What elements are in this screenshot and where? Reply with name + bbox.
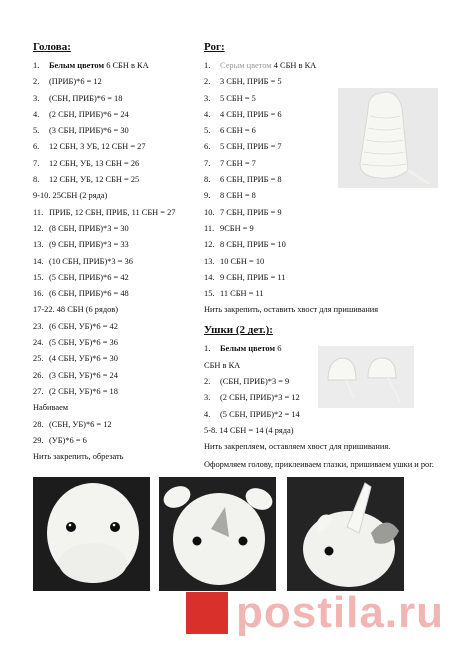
head-row: [33, 76, 198, 87]
horn-row-number: 12.: [204, 240, 215, 250]
head-row-number: 29.: [33, 435, 44, 445]
horn-row-number: 7.: [204, 158, 211, 168]
head-row-number: 16.: [33, 289, 44, 299]
head-photo-with-ears-horn: [159, 477, 276, 591]
head-row-number: 2.: [33, 77, 40, 87]
head-stuffing-note: Набиваем: [33, 403, 69, 413]
horn-finish-note: Нить закрепить, оставить хвост для пришивания: [204, 305, 379, 315]
horn-row: [204, 256, 456, 267]
ears-row-text: (СБН, ПРИБ)*3 = 9: [220, 377, 290, 387]
head-photo-side: [287, 477, 404, 591]
head-row-text: (6 СБН, ПРИБ)*6 = 48: [49, 289, 129, 299]
horn-row-number: 5.: [204, 126, 211, 136]
head-row-number: 6.: [33, 142, 40, 152]
ears-row: [204, 409, 456, 420]
head-row: [33, 93, 198, 104]
head-row: [33, 141, 198, 152]
horn-row-number: 8.: [204, 175, 211, 185]
head-row: [33, 223, 198, 234]
head-row-number: 8.: [33, 175, 40, 185]
head-row: [33, 370, 198, 381]
head-row-number: 14.: [33, 256, 44, 266]
head-row-number: 26.: [33, 370, 44, 380]
head-row: [33, 386, 198, 397]
horn-row: 1. Серым цветом 4 СБН в КА: [204, 61, 317, 70]
horn-row: [204, 239, 456, 250]
head-row-text: (10 СБН, ПРИБ)*3 = 36: [49, 256, 133, 266]
head-row-text: 12 СБН, 3 УБ, 12 СБН = 27: [49, 142, 146, 152]
horn-row: [204, 207, 456, 218]
ears-row-text: (5 СБН, ПРИБ)*2 = 14: [220, 409, 300, 419]
horn-row: [204, 76, 456, 87]
horn-title: Рог:: [204, 41, 225, 53]
head-row: [33, 321, 198, 332]
head-row: [33, 256, 198, 267]
head-row-text: (3 СБН, ПРИБ)*6 = 30: [49, 126, 129, 136]
head-row-number: 24.: [33, 338, 44, 348]
horn-row-text: 6 СБН = 6: [220, 126, 256, 136]
horn-row-text: 7 СБН = 7: [220, 158, 256, 168]
ears-photo: [318, 346, 414, 408]
horn-row-text: 3 СБН, ПРИБ = 5: [220, 77, 282, 87]
head-row-text: (СБН, УБ)*6 = 12: [49, 419, 112, 429]
head-row-text: (УБ)*6 = 6: [49, 435, 87, 445]
head-row-text: (5 СБН, УБ)*6 = 36: [49, 338, 118, 348]
watermark-text: postila.ru: [236, 588, 445, 637]
head-row: [33, 288, 198, 299]
horn-row-number: 4.: [204, 109, 211, 119]
head-row-number: 4.: [33, 109, 40, 119]
horn-row-text: 9 СБН, ПРИБ = 11: [220, 272, 286, 282]
head-row: [33, 60, 198, 71]
horn-row-number: 15.: [204, 289, 215, 299]
horn-row-text: 8 СБН = 8: [220, 191, 256, 201]
horn-row-number: 9.: [204, 191, 211, 201]
horn-row-number: 6.: [204, 142, 211, 152]
head-row-text: (2 СБН, ПРИБ)*6 = 24: [49, 109, 129, 119]
head-row: [33, 125, 198, 136]
ears-row-number: 2.: [204, 377, 211, 387]
head-row-text: (3 СБН, УБ)*6 = 24: [49, 370, 118, 380]
horn-row-number: 13.: [204, 256, 215, 266]
horn-row-text: 5 СБН, ПРИБ = 7: [220, 142, 282, 152]
ears-rows-5-8: 5-8. 14 СБН = 14 (4 ряда): [204, 425, 294, 435]
horn-row-text: 11 СБН = 11: [220, 289, 264, 299]
assembly-note: Оформляем голову, приклеиваем глазки, пришиваем ушки и рог.: [204, 459, 434, 469]
watermark-box-icon: [186, 592, 228, 634]
head-row: [33, 337, 198, 348]
head-row: [33, 239, 198, 250]
head-row-text: (2 СБН, УБ)*6 = 18: [49, 386, 118, 396]
head-row-text: (6 СБН, УБ)*6 = 42: [49, 321, 118, 331]
horn-row-number: 11.: [204, 223, 215, 233]
horn-row: [204, 288, 456, 299]
ears-row-number: 3.: [204, 393, 211, 403]
horn-row-text: 6 СБН, ПРИБ = 8: [220, 175, 282, 185]
head-row-color: Белым цветом: [49, 61, 105, 70]
horn-row-text: 10 СБН = 10: [220, 256, 265, 266]
ears-row-number: 4.: [204, 409, 211, 419]
horn-row-number: 10.: [204, 207, 215, 217]
horn-row-text: 5 СБН = 5: [220, 93, 256, 103]
head-row-text: (8 СБН, ПРИБ)*3 = 30: [49, 223, 129, 233]
head-row-number: 5.: [33, 126, 40, 136]
head-row-number: 12.: [33, 223, 44, 233]
head-title: Голова:: [33, 41, 71, 53]
head-row-number: 1.: [33, 61, 40, 70]
head-row-number: 28.: [33, 419, 44, 429]
head-row: [33, 435, 198, 446]
head-row-number: 27.: [33, 386, 44, 396]
head-row: [33, 353, 198, 364]
head-row-text: (ПРИБ)*6 = 12: [49, 77, 102, 87]
head-row: [33, 158, 198, 169]
watermark-logo: [186, 584, 445, 640]
horn-photo: [338, 88, 438, 188]
head-row-text: (5 СБН, ПРИБ)*6 = 42: [49, 272, 129, 282]
head-row: [33, 272, 198, 283]
horn-row-number: 3.: [204, 93, 211, 103]
head-section: [33, 40, 198, 467]
head-row: [33, 109, 198, 120]
head-row: [33, 174, 198, 185]
head-row-text: ПРИБ, 12 СБН, ПРИБ, 11 СБН = 27: [49, 207, 176, 217]
head-rows-17-22: 17-22. 48 СБН (6 рядов): [33, 305, 119, 315]
horn-row: [204, 223, 456, 234]
head-row: [33, 207, 198, 218]
head-row-text: (4 СБН, УБ)*6 = 30: [49, 354, 118, 364]
horn-row: [204, 190, 456, 201]
head-rows-9-10: 9-10. 25СБН (2 ряда): [33, 191, 108, 201]
horn-row: [204, 272, 456, 283]
head-row: [33, 419, 198, 430]
head-finish-note: Нить закрепить, обрезать: [33, 452, 124, 462]
head-row-text: 12 СБН, УБ, 13 СБН = 26: [49, 158, 140, 168]
head-row-number: 13.: [33, 240, 44, 250]
head-row-number: 23.: [33, 321, 44, 331]
horn-row-number: 14.: [204, 272, 215, 282]
ears-title: Ушки (2 дет.):: [204, 324, 273, 337]
head-row-number: 11.: [33, 207, 44, 217]
horn-row-text: 4 СБН, ПРИБ = 6: [220, 109, 282, 119]
ears-row: 1. Белым цветом 6: [204, 344, 282, 354]
horn-row-text: 9СБН = 9: [220, 223, 254, 233]
head-row-number: 15.: [33, 272, 44, 282]
head-photo-front: [33, 477, 150, 591]
head-row-number: 3.: [33, 93, 40, 103]
horn-row-number: 2.: [204, 77, 211, 87]
head-row-text: (СБН, ПРИБ)*6 = 18: [49, 93, 123, 103]
head-row-number: 7.: [33, 158, 40, 168]
ears-row-continuation: СБН в КА: [204, 360, 241, 370]
head-row-text: 12 СБН, УБ, 12 СБН = 25: [49, 175, 140, 185]
ears-finish-note: Нить закрепляем, оставляем хвост для пришивания.: [204, 442, 391, 452]
ears-row-text: (2 СБН, ПРИБ)*3 = 12: [220, 393, 300, 403]
head-row-text: 6 СБН в КА: [104, 61, 149, 70]
horn-row-text: 8 СБН, ПРИБ = 10: [220, 240, 286, 250]
head-row-text: (9 СБН, ПРИБ)*3 = 33: [49, 240, 129, 250]
head-row-number: 25.: [33, 354, 44, 364]
horn-row-text: 7 СБН, ПРИБ = 9: [220, 207, 282, 217]
